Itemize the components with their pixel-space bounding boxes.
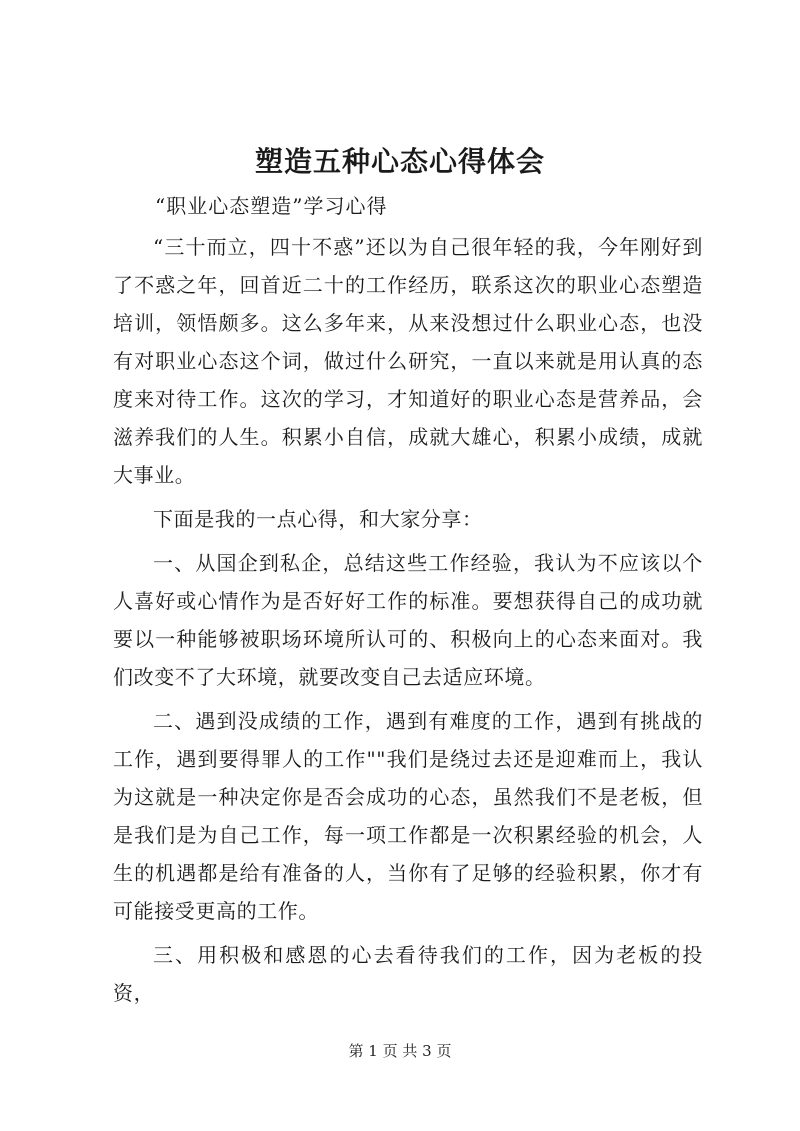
paragraph-point-2: 二、遇到没成绩的工作，遇到有难度的工作，遇到有挑战的工作，遇到要得罪人的工作""我们是绕过去还是迎难而上，我认为这就是一种决定你是否会成功的心态，虽然我们不是老板，但是我们是为自己工作，每一项工作都是一次积累经验的机会，人生的机遇都是给有准备的人，当你有了足够的经验积累，你才有可能接受更高的工作。 [113, 709, 703, 923]
paragraph-share: 下面是我的一点心得，和大家分享： [153, 507, 483, 531]
page-footer: 第 1 页 共 3 页 [348, 1042, 452, 1060]
paragraph-intro: “三十而立，四十不惑”还以为自己很年轻的我，今年刚好到了不惑之年，回首近二十的工作经历，联系这次的职业心态塑造培训，领悟颇多。这么多年来，从来没想过什么职业心态，也没有对职业心态这个词，做过什么研究，一直以来就是用认真的态度来对待工作。这次的学习，才知道好的职业心态是营养品，会滋养我们的人生。积累小自信，成就大雄心，积累小成绩，成就大事业。 [113, 235, 703, 487]
paragraph-point-1: 一、从国企到私企，总结这些工作经验，我认为不应该以个人喜好或心情作为是否好好工作的标准。要想获得自己的成功就要以一种能够被职场环境所认可的、积极向上的心态来面对。我们改变不了大环境，就要改变自己去适应环境。 [113, 551, 703, 689]
document-body [113, 228, 703, 1018]
page-title: 塑造五种心态心得体会 [254, 145, 545, 178]
paragraph-point-3: 三、用积极和感恩的心去看待我们的工作，因为老板的投资， [113, 943, 703, 1005]
document-subtitle: “职业心态塑造”学习心得 [155, 194, 388, 218]
